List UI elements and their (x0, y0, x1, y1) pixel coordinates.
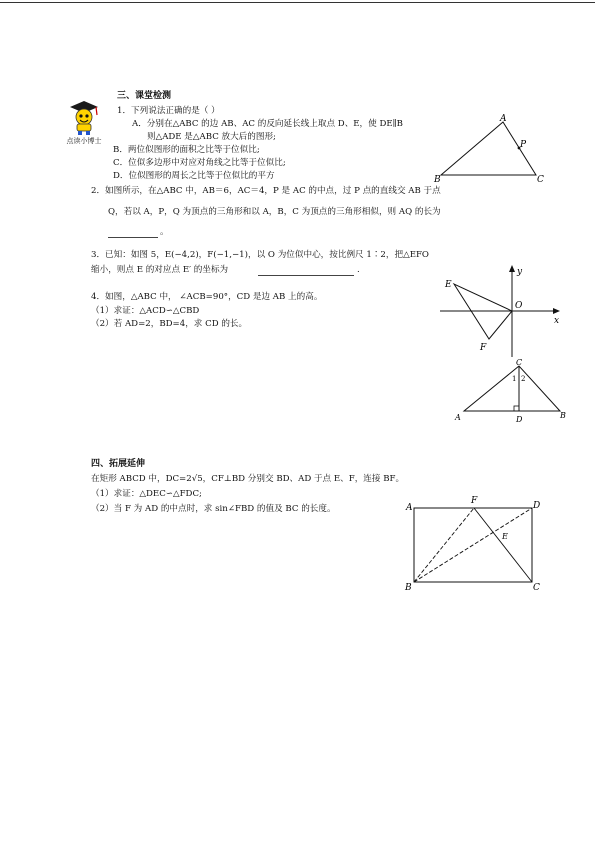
angle-2-label: 2 (521, 375, 526, 383)
label-b: B (560, 411, 566, 420)
section3-title: 三、课堂检测 (117, 91, 172, 101)
label-p: P (520, 140, 527, 150)
right-triangle-figure (452, 358, 572, 426)
label-x: x (554, 316, 560, 326)
q2-line2: Q，若以 A，P，Q 为顶点的三角形和以 A，B，C 为顶点的三角形相似，则 AQ 的长为 (108, 207, 441, 217)
logo-caption: 点读小博士 (66, 137, 102, 145)
q1-option-b: B．两位似图形的面积之比等于位似比; (113, 145, 260, 155)
q3-line1: 3．已知：如图 5，E(−4,2)，F(−1,−1)，以 O 为位似中心，按比例尺 1∶2，把△EFO (91, 250, 429, 260)
q4-part1: （1）求证：△ACD∽△CBD (91, 306, 200, 316)
q1-option-c: C．位似多边形中对应对角线之比等于位似比; (113, 158, 286, 168)
label-d: D (533, 501, 541, 511)
q3-line2: 缩小，则点 E 的对应点 E′ 的坐标为 (91, 265, 229, 275)
section4-part1: （1）求证：△DEC∽△FDC; (91, 489, 202, 499)
label-c: C (533, 583, 540, 593)
label-d: D (516, 415, 523, 424)
q2-answer-blank (108, 237, 158, 238)
label-a: A (406, 503, 413, 513)
label-y: y (517, 267, 523, 277)
label-b: B (434, 175, 441, 184)
section4-title: 四、拓展延伸 (91, 459, 146, 469)
q2-line1: 2．如图所示，在△ABC 中，AB＝6，AC＝4，P 是 AC 的中点，过 P 点的直线交 AB 于点 (91, 186, 441, 196)
label-c: C (516, 358, 523, 367)
q2-line3-end: 。 (160, 227, 169, 237)
q1-option-a-line1: A．分别在△ABC 的边 AB、AC 的反向延长线上取点 D、E，使 DE∥B (132, 119, 403, 129)
q3-answer-blank (258, 275, 354, 276)
q1-stem: 1．下列说法正确的是（ ） (117, 106, 220, 116)
section4-line1: 在矩形 ABCD 中，DC=2√5，CF⊥BD 分别交 BD、AD 于点 E、F，连接 BF。 (91, 474, 405, 484)
coordinate-figure (436, 262, 566, 362)
section4-part2: （2）当 F 为 AD 的中点时，求 sin∠FBD 的值及 BC 的长度。 (91, 504, 336, 514)
label-o: O (515, 301, 523, 311)
label-a: A (500, 114, 507, 124)
label-b: B (405, 583, 412, 593)
label-e: E (502, 532, 508, 541)
label-f: F (480, 343, 487, 353)
q4-line1: 4．如图，△ABC 中， ∠ACB=90°，CD 是边 AB 上的高。 (91, 292, 323, 302)
q1-option-d: D．位似图形的周长之比等于位似比的平方 (113, 171, 275, 181)
q1-option-a-line2: 则△ADE 是△ABC 放大后的图形; (147, 132, 276, 142)
page-top-rule (0, 2, 595, 3)
label-f: F (471, 496, 478, 506)
rectangle-figure (402, 494, 542, 594)
angle-1-label: 1 (512, 375, 517, 383)
logo (60, 97, 108, 145)
label-a: A (455, 413, 461, 422)
label-c: C (537, 175, 544, 184)
q3-line2-end: . (357, 265, 360, 275)
q4-part2: （2）若 AD=2，BD=4，求 CD 的长。 (91, 319, 248, 329)
triangle-abc-figure (430, 112, 550, 184)
doctor-cartoon-icon (60, 97, 108, 145)
label-e: E (445, 280, 452, 290)
